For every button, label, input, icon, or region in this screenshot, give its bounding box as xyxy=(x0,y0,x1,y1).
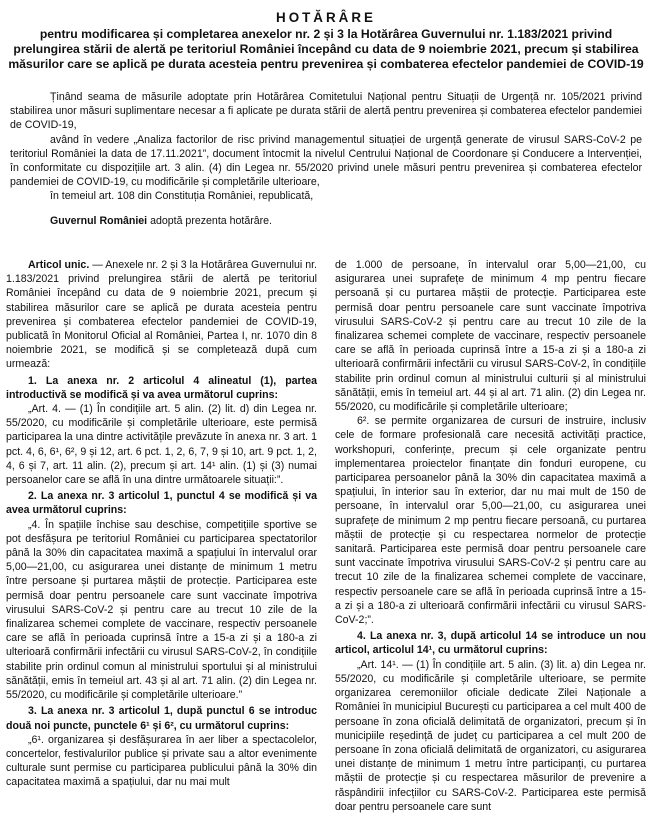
point-4-heading xyxy=(335,629,646,657)
point-3-text: „6¹. organizarea și desfășurarea în aer liber a spectacolelor, concertelor, festivalurilor publice și private sau a altor evenimente culturale sunt permise cu participarea publicului până la 30% din capacitatea maximă a spațiului, dar nu mai mult xyxy=(6,733,317,789)
point-3-heading-text: 3. La anexa nr. 3 articolul 1, după punctul 6 se introduc două noi puncte, punctele 6¹ și 6², cu următorul cuprins: xyxy=(6,705,317,732)
point-2-heading-text: 2. La anexa nr. 3 articolul 1, punctul 4 se modifică și va avea următorul cuprins: xyxy=(6,490,317,517)
government-name: Guvernul României xyxy=(50,214,148,227)
preamble-paragraph: având în vedere „Analiza factorilor de risc privind managementul situației de urgență generate de virusul SARS-CoV-2 pe teritoriul României la data de 17.11.2021”, document întocmit la nivelul Centrului Național de Coordonare și Conducere a Intervenției, în conformitate cu dispozițiile art. 3 alin. (4) din Legea nr. 55/2020 privind unele măsuri pentru prevenirea și combaterea efectelor pandemiei de COVID-19, cu modificările și completările ulterioare, xyxy=(10,133,642,189)
decision-title: HOTĂRÂRE xyxy=(276,10,376,25)
point-4-text: „Art. 14¹. — (1) În condițiile art. 5 alin. (3) lit. a) din Legea nr. 55/2020, cu modificările și completările ulterioare, se permite organizarea ceremoniilor oficiale dedicate Zilei Naționale a României în municipiul București cu participarea a cel mult 400 de persoane în zona oficială delimitată de organizatori, precum și în municipiile reședință de județ cu participarea a cel mult 200 de persoane în zona oficială delimitată de organizatori, cu asigurarea unei distanțe de minimum 1 metru între participanți, cu purtarea măștii de protecție și cu respectarea măsurilor de prevenire a răspândirii infecțiilor cu SARS-CoV-2. Participarea este permisă doar pentru persoanele care sunt xyxy=(335,658,646,813)
continuation-text: de 1.000 de persoane, în intervalul orar 5,00—21,00, cu asigurarea unei suprafețe de minimum 4 mp pentru fiecare persoană și cu purtarea măștii de protecție. Participarea este permisă doar pentru persoanele care sunt vaccinate împotriva virusului SARS-CoV-2 și pentru care au trecut 10 zile de la finalizarea schemei complete de vaccinare, respectiv persoanele care se află în perioada cuprinsă între a 15-a zi și a 180-a zi ulterioară confirmării infectării cu virusul SARS-CoV-2, în condițiile stabilite prin ordinul comun al ministrului culturii și al ministrului sănătății, emis în temeiul art. 44 și al art. 71 alin. (2) din Legea nr. 55/2020, cu modificările și completările ulterioare; xyxy=(335,259,646,414)
article-text: — Anexele nr. 2 și 3 la Hotărârea Guvernului nr. 1.183/2021 privind prelungirea stării de alertă pe teritoriul României începând cu data de 9 noiembrie 2021, precum și stabilirea măsurilor care se aplică pe durata acesteia pentru prevenirea și combaterea efectelor pandemiei de COVID-19, publicată în Monitorul Oficial al României, Partea I, nr. 1070 din 8 noiembrie 2021, se modifică și se completează după cum urmează: xyxy=(6,259,317,371)
point-2-heading xyxy=(6,489,317,517)
preamble-paragraph: în temeiul art. 108 din Constituția României, republicată, xyxy=(50,190,314,203)
adoption-statement xyxy=(10,214,642,228)
point-1-heading-text: 1. La anexa nr. 2 articolul 4 alineatul (1), partea introductivă se modifică și va avea următorul cuprins: xyxy=(6,374,317,401)
article-label: Articol unic. xyxy=(28,259,90,271)
single-article xyxy=(6,258,317,372)
left-column xyxy=(6,258,317,814)
decision-subtitle: pentru modificarea și completarea anexelor nr. 2 și 3 la Hotărârea Guvernului nr. 1.183/2021 privind prelungirea stării de alertă pe teritoriul României începând cu data de 9 noiembrie 2021, precum și stabilirea măsurilor care se aplică pe durata acesteia pentru prevenirea și combaterea efectelor pandemiei de COVID-19 xyxy=(8,27,644,71)
point-2-text: „4. În spațiile închise sau deschise, competițiile sportive se pot desfășura pe teritoriul României cu participarea spectatorilor până la 30% din capacitatea maximă a spațiului în intervalul orar 5,00—21,00, cu asigurarea unei distanțe de minimum 1 metru între persoane și purtarea măștii de protecție. Participarea este permisă doar pentru persoanele care sunt vaccinate împotriva virusului SARS-CoV-2 și pentru care au trecut 10 zile de la finalizarea schemei complete de vaccinare, respectiv persoanele care se află în perioada cuprinsă între a 15-a zi și a 180-a zi ulterioară confirmării infectării cu virusul SARS-CoV-2, în condițiile stabilite prin ordinul comun al ministrului sportului și al ministrului sănătății, emis în temeiul art. 43 și al art. 71 alin. (2) din Legea nr. 55/2020, cu modificările și completările ulterioare.” xyxy=(6,518,317,702)
point-1-text: „Art. 4. — (1) În condițiile art. 5 alin. (2) lit. d) din Legea nr. 55/2020, cu modificările și completările ulterioare, este permisă participarea la una dintre activitățile prevăzute în anexa nr. 3 art. 1 pct. 4, 6, 6¹, 6², 9 și 12, art. 6 pct. 1, 2, 6, 7, 9 și 10, art. 9 pct. 1, 2, 4, 6 și 7, art. 11 alin. (2), precum și art. 14¹ alin. (1) și (3) numai persoanelor care se află în una dintre următoarele situații:”. xyxy=(6,403,317,487)
point-6-2-text: 6². se permite organizarea de cursuri de instruire, inclusiv cele de formare profesională care necesită activități practice, workshopuri, conferințe, precum și cele organizate pentru implementarea proiectelor finanțate din fonduri europene, cu participarea persoanelor până la 30% din capacitatea maximă a spațiului, în interior sau în exterior, dar nu mai mult de 150 de persoane, în intervalul orar 5,00—21,00, cu asigurarea unei suprafețe de minimum 2 mp pentru fiecare persoană, cu purtarea măștii de protecție și cu respectarea normelor de protecție sanitară. Participarea este permisă doar pentru persoanele care sunt vaccinate împotriva virusului SARS-CoV-2 și pentru care au trecut 10 zile de la finalizarea schemei complete de vaccinare, respectiv persoanele care se află în perioada cuprinsă între a 15-a zi și a 180-a zi ulterioară confirmării infectării cu virusul SARS-CoV-2;”. xyxy=(335,415,646,627)
preamble xyxy=(10,90,642,228)
point-1-heading xyxy=(6,374,317,402)
adoption-text: adoptă prezenta hotărâre. xyxy=(147,214,272,227)
preamble-paragraph: Ținând seama de măsurile adoptate prin Hotărârea Comitetului Național pentru Situații de Urgență nr. 105/2021 privind stabilirea unor măsuri suplimentare necesar a fi aplicate pe durata stării de alertă pentru prevenirea și combaterea efectelor pandemiei de COVID-19, xyxy=(10,91,642,132)
point-4-heading-text: 4. La anexa nr. 3, după articolul 14 se introduce un nou articol, articolul 14¹, cu următorul cuprins: xyxy=(335,630,646,657)
right-column xyxy=(335,258,646,814)
point-3-heading xyxy=(6,704,317,732)
body-columns xyxy=(6,258,646,814)
